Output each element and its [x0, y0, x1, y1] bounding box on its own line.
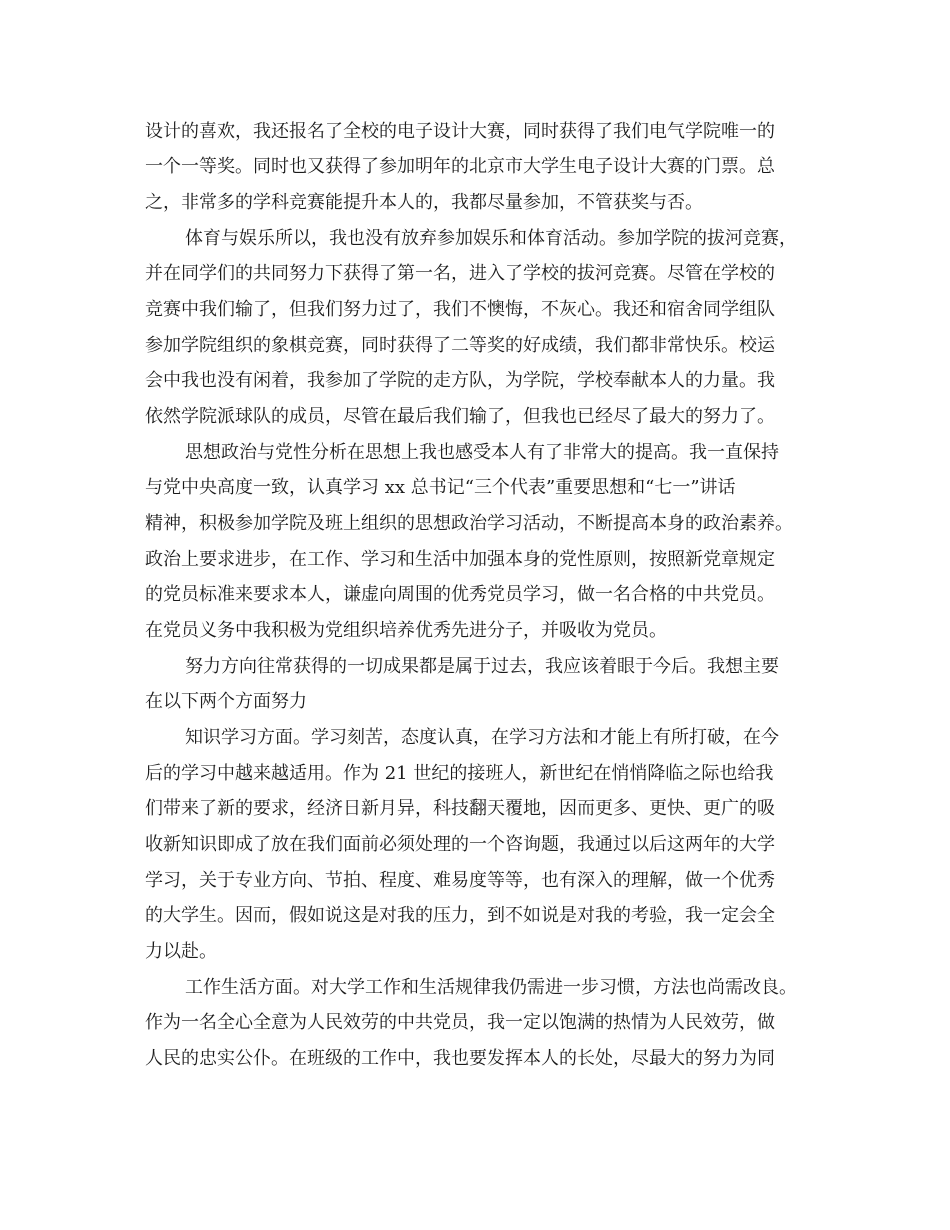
paragraph-start-line: 思想政治与党性分析在思想上我也感受本人有了非常大的提高。我一直保持: [185, 442, 779, 463]
text-line: 的大学生。因而，假如说这是对我的压力，到不如说是对我的考验，我一定会全: [145, 905, 775, 926]
text-line: 之，非常多的学科竞赛能提升本人的，我都尽量参加，不管获奖与否。: [145, 192, 703, 213]
text-line: 竞赛中我们输了，但我们努力过了，我们不懊悔，不灰心。我还和宿舍同学组队: [145, 299, 775, 320]
text-line: 作为一名全心全意为人民效劳的中共党员，我一定以饱满的热情为人民效劳，做: [145, 1012, 775, 1033]
text-line: 精神，积极参加学院及班上组织的思想政治学习活动，不断提高本身的政治素养。: [145, 513, 793, 534]
text-line: 们带来了新的要求，经济日新月异，科技翻天覆地，因而更多、更快、更广的吸: [145, 798, 775, 819]
paragraph-start-line: 知识学习方面。学习刻苦，态度认真，在学习方法和才能上有所打破，在今: [185, 727, 779, 748]
text-line: 政治上要求进步，在工作、学习和生活中加强本身的党性原则，按照新党章规定: [145, 549, 775, 570]
paragraph-start-line: 工作生活方面。对大学工作和生活规律我仍需进一步习惯，方法也尚需改良。: [185, 977, 797, 998]
text-line: 力以赴。: [145, 941, 217, 962]
text-line: 收新知识即成了放在我们面前必须处理的一个咨询题，我通过以后这两年的大学: [145, 834, 775, 855]
text-line: 一个一等奖。同时也又获得了参加明年的北京市大学生电子设计大赛的门票。总: [145, 156, 775, 177]
text-line: 与党中央高度一致，认真学习 xx 总书记“三个代表”重要思想和“七一”讲话: [145, 477, 736, 498]
text-line: 人民的忠实公仆。在班级的工作中，我也要发挥本人的长处，尽最大的努力为同: [145, 1048, 775, 1069]
paragraph-start-line: 体育与娱乐所以，我也没有放弃参加娱乐和体育活动。参加学院的拔河竞赛，: [185, 228, 797, 249]
text-line: 在以下两个方面努力: [145, 691, 307, 712]
text-line: 设计的喜欢，我还报名了全校的电子设计大赛，同时获得了我们电气学院唯一的: [145, 121, 775, 142]
text-line: 后的学习中越来越适用。作为 21 世纪的接班人，新世纪在悄悄降临之际也给我: [145, 763, 774, 784]
text-line: 会中我也没有闲着，我参加了学院的走方队，为学院，学校奉献本人的力量。我: [145, 370, 775, 391]
text-line: 在党员义务中我积极为党组织培养优秀先进分子，并吸收为党员。: [145, 620, 667, 641]
text-line: 并在同学们的共同努力下获得了第一名，进入了学校的拔河竞赛。尽管在学校的: [145, 263, 775, 284]
paragraph-start-line: 努力方向往常获得的一切成果都是属于过去，我应该着眼于今后。我想主要: [185, 656, 779, 677]
text-line: 参加学院组织的象棋竞赛，同时获得了二等奖的好成绩，我们都非常快乐。校运: [145, 335, 775, 356]
text-line: 的党员标准来要求本人，谦虚向周围的优秀党员学习，做一名合格的中共党员。: [145, 584, 775, 605]
text-line: 学习，关于专业方向、节拍、程度、难易度等等，也有深入的理解，做一个优秀: [145, 870, 775, 891]
text-line: 依然学院派球队的成员，尽管在最后我们输了，但我也已经尽了最大的努力了。: [145, 406, 775, 427]
